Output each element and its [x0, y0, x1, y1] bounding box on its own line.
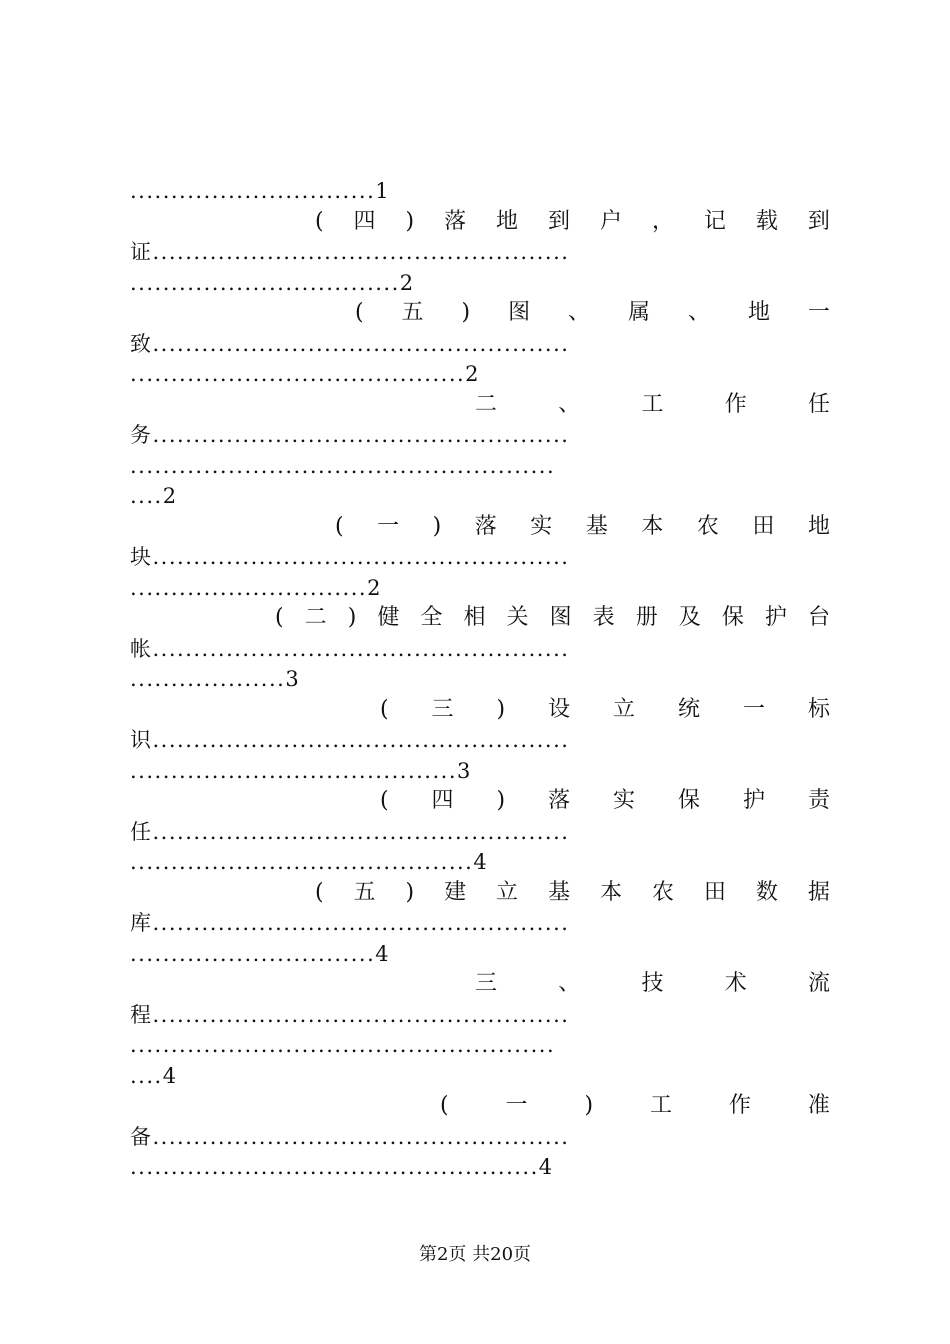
- toc-line: ( 二 ) 健 全 相 关 图 表 册 及 保 护 台: [275, 605, 830, 630]
- toc-line: ....2: [130, 484, 178, 508]
- toc-line: ( 三 ) 设 立 统 一 标: [380, 696, 830, 722]
- toc-line: 任...................................................: [130, 819, 570, 844]
- toc-line: ( 一 ) 工 作 准: [440, 1093, 830, 1118]
- toc-line: ........................................3: [130, 758, 472, 783]
- table-of-contents: [130, 176, 830, 1183]
- toc-line: ..............................4: [130, 941, 391, 966]
- toc-line: ( 一 ) 落 实 基 本 农 田 地: [335, 513, 830, 539]
- toc-line: 致...................................................: [130, 331, 570, 356]
- toc-line: ..........................................4: [130, 850, 489, 874]
- toc-line: ..............................1: [130, 179, 391, 203]
- toc-line: .................................2: [130, 270, 415, 295]
- toc-line: ...................3: [130, 667, 301, 691]
- toc-line: .........................................2: [130, 362, 481, 386]
- toc-line: .............................2: [130, 575, 382, 600]
- page-footer: 第2页 共20页: [418, 1244, 532, 1265]
- toc-line: 备...................................................: [130, 1124, 570, 1149]
- toc-line: 证...................................................: [130, 240, 570, 264]
- toc-line: 程...................................................: [130, 1002, 570, 1027]
- toc-line: ( 四 ) 落 地 到 户 ， 记 载 到: [315, 208, 830, 234]
- toc-line: 库...................................................: [130, 911, 570, 935]
- toc-line: ( 五 ) 图 、 属 、 地 一: [355, 300, 830, 325]
- toc-line: ( 五 ) 建 立 基 本 农 田 数 据: [315, 879, 830, 905]
- toc-line: 务...................................................: [130, 423, 570, 447]
- toc-line: 二 、 工 作 任: [475, 391, 830, 417]
- toc-line: 块...................................................: [130, 545, 570, 569]
- toc-line: ....................................................: [130, 1033, 556, 1057]
- toc-line: 三 、 技 术 流: [475, 971, 830, 996]
- toc-line: ( 四 ) 落 实 保 护 责: [380, 788, 830, 813]
- toc-line: ..................................................4: [130, 1155, 554, 1179]
- toc-line: 帐...................................................: [130, 636, 570, 661]
- toc-line: ....4: [130, 1063, 178, 1088]
- toc-line: 识...................................................: [130, 728, 570, 752]
- toc-line: ....................................................: [130, 453, 556, 478]
